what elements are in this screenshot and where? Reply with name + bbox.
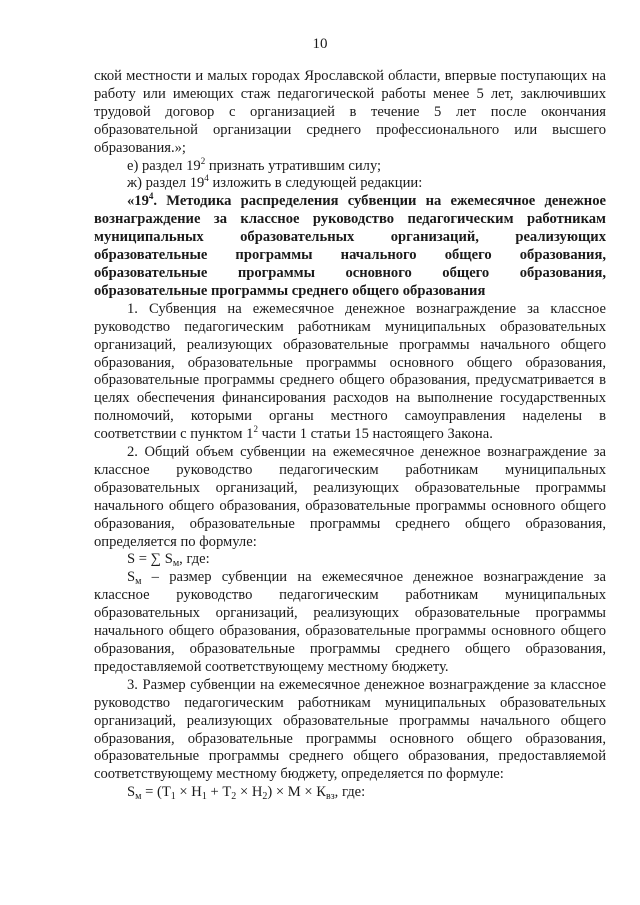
formula-municipal: $S_м = (Т_1 \times Н_1 + Т_2 \times Н_2) \times М \times К_{вз}$, где: bbox=[127, 784, 366, 803]
paragraph-continuation: ской местности и малых городах Ярославской области, впервые поступающих на работу или имеющих стаж педагогической работы менее 5 лет, заключивших трудовой договор с организацией в течение 5 лет после окончания образовательной организации среднего профессионального или высшего образования.»; bbox=[94, 68, 606, 156]
section-heading: «$19^4$. Методика распределения субвенции на ежемесячное денежное вознаграждение за классное руководство педагогическим работникам муниципальных образовательных организаций, реализующих образовательные программы начального общего образования, образовательные программы основного общего образования, образовательные программы среднего общего образования bbox=[94, 191, 606, 299]
item-zh: ж) раздел $19^4$ изложить в следующей редакции: bbox=[127, 173, 423, 192]
paragraph-3: 3. Размер субвенции на ежемесячное денежное вознаграждение за классное руководство педагогическим работникам муниципальных образовательных организаций, реализующих образовательные программы начального общего образования, образовательные программы основного общего образования, образовательные программы среднего общего образования, предоставляемой соответствующему местному бюджету, определяется по формуле: bbox=[94, 676, 606, 783]
formula-total: S = ∑ $S_м$, где: bbox=[127, 551, 210, 570]
paragraph-2: 2. Общий объем субвенции на ежемесячное денежное вознаграждение за классное руководство педагогическим работникам муниципальных образовательных организаций, реализующих образовательные программы начального общего образования, образовательные программы основного общего образования, образовательные программы среднего общего образования, определяется по формуле: bbox=[94, 444, 606, 550]
document-body bbox=[94, 68, 606, 802]
paragraph-1: 1. Субвенция на ежемесячное денежное вознаграждение за классное руководство педагогическим работникам муниципальных образовательных организаций, реализующих образовательные программы начального общего образования, образовательные программы основного общего образования, образовательные программы среднего общего образования, предусматривается в целях обеспечения финансирования расходов на выполнение государственных полномочий, которыми органы местного самоуправления наделены в соответствии с пунктом $1^2$ части 1 статьи 15 настоящего Закона. bbox=[94, 300, 606, 443]
item-e: е) раздел $19^2$ признать утратившим силу; bbox=[127, 155, 382, 174]
paragraph-definition: $S_м$ – размер субвенции на ежемесячное денежное вознаграждение за классное руководство педагогическим работникам муниципальных образовательных организаций, реализующих образовательные программы начального общего образования, образовательные программы основного общего образования, образовательные программы среднего общего образования, предоставляемой соответствующему местному бюджету. bbox=[94, 569, 606, 675]
page-number: 10 bbox=[312, 36, 328, 52]
